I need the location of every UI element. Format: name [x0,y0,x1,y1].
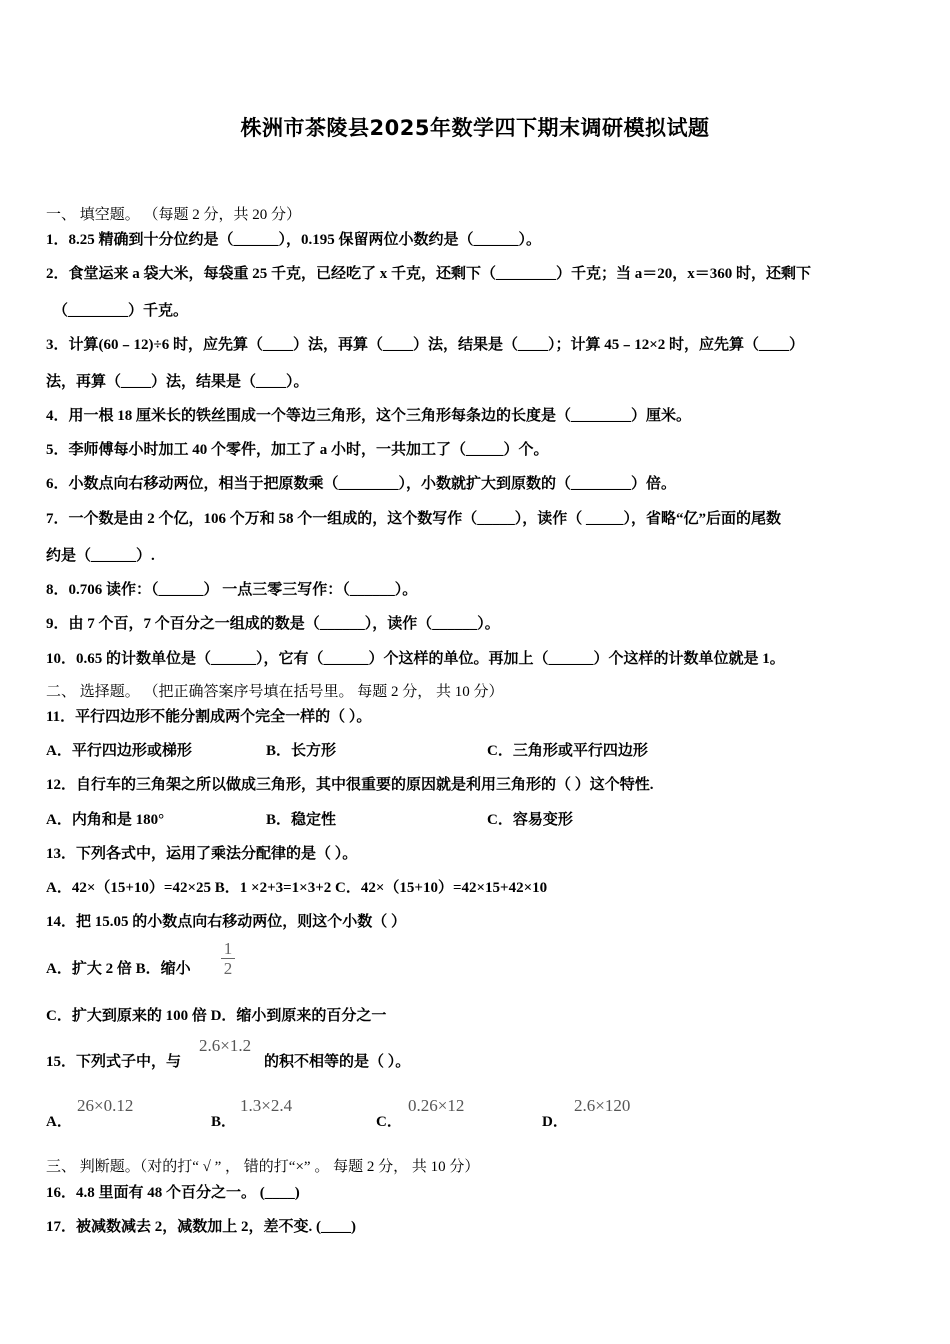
section-1-header: 一、 填空题。 （每题 2 分，共 20 分） [46,207,302,223]
question-15-option-a-expr: 26×0.12 [77,1096,134,1115]
question-15-option-a-label: A． [46,1114,72,1130]
fraction-numerator: 1 [223,939,233,958]
question-12-option-b: B．稳定性 [266,812,337,828]
question-7-line-1: 7．一个数是由 2 个亿，106 个万和 58 个一组成的，这个数写作（_____），读作（ _____），省略“亿”后面的尾数 [46,511,782,527]
question-16: 16．4.8 里面有 48 个百分之一。 (____) [46,1185,300,1201]
question-15-option-b-label: B． [211,1114,237,1130]
question-9: 9．由 7 个百，7 个百分之一组成的数是（______），读作（______）。 [46,616,500,632]
question-13-options: A．42×（15+10）=42×25 B．1 ×2+3=1×3+2 C．42×（15+10）=42×15+42×10 [46,880,548,896]
question-2-line-2: （________）千克。 [53,303,189,319]
section-3-header: 三、 判断题。（对的打“ √ ” ， 错的打“×” 。 每题 2 分， 共 10 分） [46,1159,480,1175]
question-15-option-b-expr: 1.3×2.4 [240,1096,293,1115]
question-5: 5．李师傅每小时加工 40 个零件，加工了 a 小时，一共加工了（_____）个。 [46,442,549,458]
question-15-stem-pre: 15．下列式子中，与 [46,1054,182,1070]
question-17: 17．被减数减去 2，减数加上 2，差不变. (____) [46,1219,356,1235]
question-15-option-c-expr: 0.26×12 [408,1096,465,1115]
page-title: 株洲市茶陵县2025年数学四下期末调研模拟试题 [240,116,710,140]
question-11-option-a: A．平行四边形或梯形 [46,743,192,759]
question-14-stem: 14．把 15.05 的小数点向右移动两位，则这个小数（ ） [46,914,407,930]
question-12-option-a: A．内角和是 180° [46,812,165,828]
question-4: 4．用一根 18 厘米长的铁丝围成一个等边三角形，这个三角形每条边的长度是（________）厘米。 [46,408,692,424]
question-14-options-cd: C．扩大到原来的 100 倍 D．缩小到原来的百分之一 [46,1008,387,1024]
question-3-line-2: 法，再算（____）法，结果是（____）。 [46,374,309,390]
question-15-option-d-expr: 2.6×120 [574,1096,631,1115]
question-15-option-c-label: C． [376,1114,402,1130]
question-11-option-c: C．三角形或平行四边形 [487,743,648,759]
question-2-line-1: 2．食堂运来 a 袋大米，每袋重 25 千克，已经吃了 x 千克，还剩下（________）千克；当 a＝20，x＝360 时，还剩下 [46,266,812,282]
question-12-option-c: C．容易变形 [487,812,573,828]
question-6: 6．小数点向右移动两位，相当于把原数乘（________），小数就扩大到原数的（________）倍。 [46,476,677,492]
question-11-option-b: B．长方形 [266,743,337,759]
question-14-options-ab: A．扩大 2 倍 B．缩小 [46,961,191,977]
question-15-expression: 2.6×1.2 [199,1036,252,1055]
question-3-line-1: 3．计算(60﹣12)÷6 时，应先算（____）法，再算（____）法，结果是（____）；计算 45﹣12×2 时，应先算（____） [46,337,805,353]
question-12-stem: 12．自行车的三角架之所以做成三角形，其中很重要的原因就是利用三角形的（ ）这个特性. [46,777,654,793]
question-15-stem-post: 的积不相等的是（ ）。 [264,1054,411,1070]
question-10: 10．0.65 的计数单位是（______），它有（______）个这样的单位。再加上（______）个这样的计数单位就是 1。 [46,651,785,667]
fraction-denominator: 2 [223,959,233,978]
question-7-line-2: 约是（______）. [46,548,155,564]
question-8: 8．0.706 读作：（______） 一点三零三写作：（______）。 [46,582,418,598]
question-13-stem: 13．下列各式中，运用了乘法分配律的是（ ）。 [46,846,358,862]
question-15-option-d-label: D． [542,1114,568,1130]
question-1: 1．8.25 精确到十分位约是（______），0.195 保留两位小数约是（______）。 [46,232,542,248]
section-2-header: 二、 选择题。 （把正确答案序号填在括号里。 每题 2 分， 共 10 分） [46,684,504,700]
one-half-fraction [221,940,235,977]
question-11-stem: 11．平行四边形不能分割成两个完全一样的（ ）。 [46,709,372,725]
